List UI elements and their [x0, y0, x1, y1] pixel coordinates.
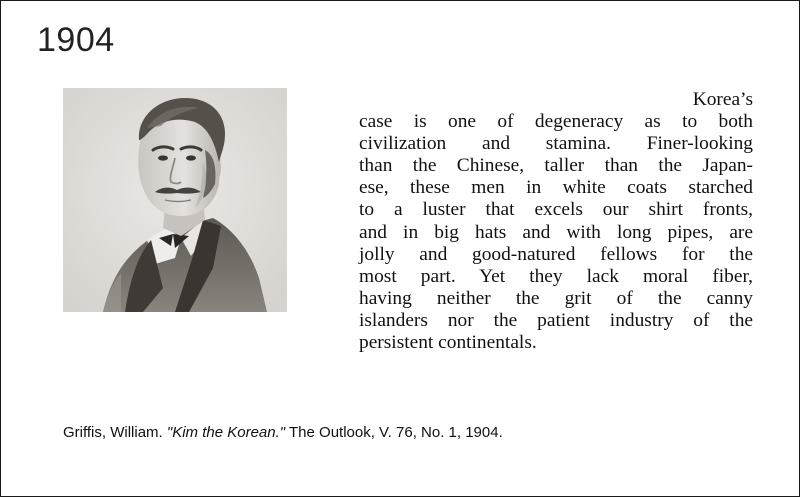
quote-block	[359, 89, 753, 354]
quote-line: having neither the grit of the canny	[359, 287, 753, 309]
quote-line: Korea’s	[692, 89, 753, 110]
citation	[63, 424, 503, 441]
portrait-photo	[63, 88, 287, 312]
quote-line: and in big hats and with long pipes, are	[359, 221, 753, 243]
quote-line: case is one of degeneracy as to both	[359, 111, 753, 133]
quote-line: ese, these men in white coats starched	[359, 177, 753, 199]
quote-line: to a luster that excels our shirt fronts,	[359, 199, 753, 221]
quote-line: most part. Yet they lack moral fiber,	[359, 265, 753, 287]
quote-line: than the Chinese, taller than the Japan-	[359, 155, 753, 177]
quote-line: islanders nor the patient industry of the	[359, 309, 753, 331]
quote-line: persistent continentals.	[359, 332, 537, 354]
quote-line: civilization and stamina. Finer-looking	[359, 133, 753, 155]
citation-source: The Outlook, V. 76, No. 1, 1904.	[285, 424, 503, 441]
quote-line: jolly and good-natured fellows for the	[359, 243, 753, 265]
citation-title: "Kim the Korean."	[166, 424, 286, 441]
citation-author: Griffis, William.	[63, 424, 167, 441]
year-heading: 1904	[37, 21, 115, 59]
portrait-illustration	[63, 88, 287, 312]
